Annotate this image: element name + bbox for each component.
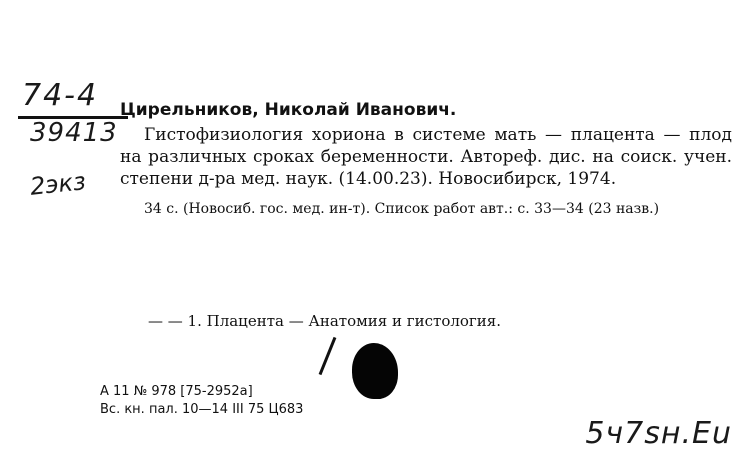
- subject-heading: — — 1. Плацента — Анатомия и гистология.: [148, 312, 501, 330]
- ink-slash-mark: [319, 337, 337, 375]
- handwritten-corner-code: 5ч7sн.Eu: [585, 416, 732, 451]
- bibliographic-entry: [120, 98, 732, 218]
- accession-info: [100, 383, 303, 419]
- handwritten-inventory-number: 39413: [30, 118, 118, 148]
- accession-line-2: Вс. кн. пал. 10—14 III 75 Ц683: [100, 402, 304, 417]
- author-heading: Цирельников, Николай Иванович.: [120, 100, 457, 120]
- title-description: Гистофизиология хориона в системе мать — плацента — плод на различных сроках беременности. Автореф. дис. на соиск. учен. степени д-ра мед. наук. (14.00.23). Новосибирск, 1974.: [120, 125, 732, 189]
- ink-blot: [352, 343, 398, 399]
- collation-note: 34 с. (Новосиб. гос. мед. ин-т). Список работ авт.: с. 33—34 (23 назв.): [144, 201, 660, 217]
- handwritten-shelf-number: 74-4: [22, 78, 99, 113]
- accession-line-1: А 11 № 978 [75-2952а]: [100, 384, 253, 399]
- handwritten-copies-note: 2экз: [28, 167, 88, 201]
